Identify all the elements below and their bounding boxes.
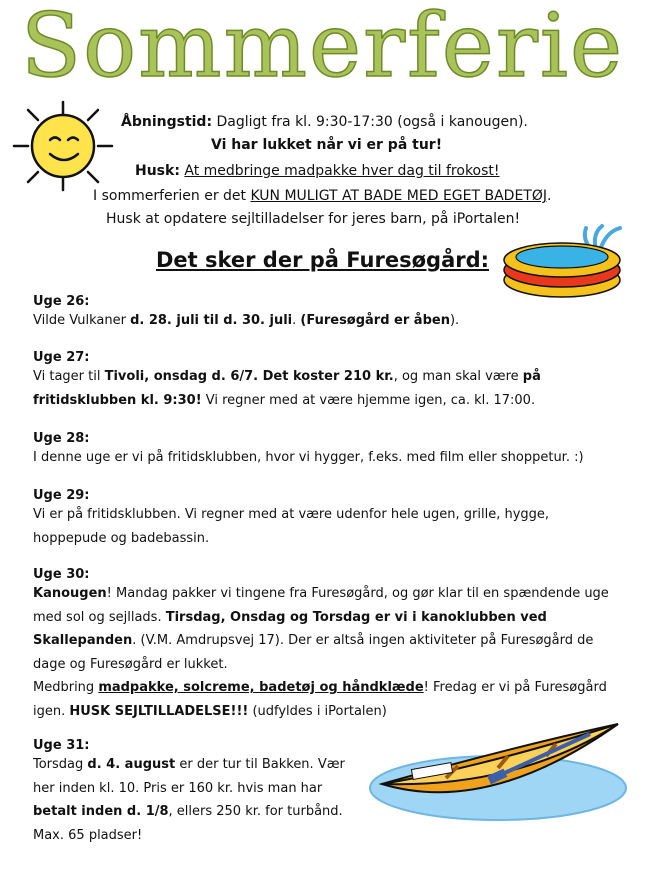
text-segment: d. 4. august bbox=[87, 757, 176, 772]
page-title: Sommerferie bbox=[20, 0, 625, 97]
text-segment: I denne uge er vi på fritidsklubben, hvor vi hygger, f.eks. med film eller shoppetur. :) bbox=[33, 450, 584, 465]
canoe-illustration bbox=[368, 712, 630, 827]
text-segment: . bbox=[292, 313, 301, 328]
text-segment: HUSK SEJLTILLADELSE!!! bbox=[69, 703, 249, 719]
week-label: Uge 30: bbox=[33, 567, 90, 582]
week-text-line bbox=[33, 365, 541, 389]
text-segment: , og man skal være bbox=[393, 369, 523, 384]
section-heading: Det sker der på Furesøgård: bbox=[155, 248, 490, 272]
week-label: Uge 28: bbox=[33, 431, 90, 446]
week-text-line bbox=[33, 389, 535, 413]
text-segment: Medbring bbox=[33, 680, 99, 695]
week-text-line bbox=[33, 700, 387, 724]
text-segment: Tirsdag, Onsdag og Torsdag er vi i kanoklubben ved bbox=[165, 609, 547, 625]
text-segment: , ellers 250 kr. for turbånd. bbox=[168, 804, 343, 819]
text-segment: hoppepude og badebassin. bbox=[33, 530, 210, 546]
week-label: Uge 29: bbox=[33, 488, 90, 503]
text-segment: Tivoli, onsdag d. 6/7. Det koster 210 kr. bbox=[104, 369, 394, 384]
week-text-line bbox=[33, 777, 322, 801]
text-segment: Kanougen bbox=[33, 586, 107, 601]
week-text-line bbox=[33, 446, 584, 470]
text-segment: her inden kl. 10. Pris er 160 kr. hvis man har bbox=[33, 780, 323, 796]
week-text-line bbox=[33, 606, 547, 630]
text-segment: Max. 65 pladser! bbox=[33, 827, 143, 843]
week-text-line bbox=[33, 309, 459, 333]
swimwear-line: I sommerferien er det KUN MULIGT AT BADE MED EGET BADETØJ. bbox=[93, 188, 552, 204]
text-segment: er der tur til Bakken. Vær bbox=[175, 757, 345, 772]
text-segment: Vilde Vulkaner bbox=[33, 313, 131, 328]
week-text-line bbox=[33, 676, 607, 700]
text-segment: . (V.M. Amdrupsvej 17). Der er altså ingen aktiviteter på Furesøgård de bbox=[132, 633, 594, 648]
text-segment: (Furesøgård er åben bbox=[300, 313, 450, 328]
text-segment: Vi tager til bbox=[33, 369, 105, 384]
text-segment: dage og Furesøgård er lukket. bbox=[33, 656, 228, 672]
text-segment: på bbox=[522, 369, 541, 384]
week-text-line bbox=[33, 527, 209, 551]
permission-reminder: Husk at opdatere sejltilladelser for jeres barn, på iPortalen! bbox=[106, 211, 521, 227]
week-text-line bbox=[33, 800, 343, 824]
week-text-line bbox=[33, 629, 593, 653]
text-segment: ). bbox=[449, 313, 460, 328]
week-label: Uge 31: bbox=[33, 738, 90, 753]
text-segment: Vi er på fritidsklubben. Vi regner med at være udenfor hele ugen, grille, hygge, bbox=[33, 507, 550, 522]
husk-line: Husk: At medbringe madpakke hver dag til frokost! bbox=[135, 163, 500, 179]
text-segment: Vi regner med at være hjemme igen, ca. kl. 17:00. bbox=[201, 392, 536, 408]
week-text-line bbox=[33, 653, 228, 677]
week-label: Uge 27: bbox=[33, 350, 90, 365]
text-segment: fritidsklubben kl. 9:30! bbox=[33, 392, 202, 408]
text-segment: igen. bbox=[33, 703, 70, 719]
week-text-line bbox=[33, 753, 345, 777]
text-segment: med sol og sejllads. bbox=[33, 609, 166, 625]
text-segment: Skallepanden bbox=[33, 633, 133, 648]
text-segment: d. 28. juli til d. 30. juli bbox=[130, 313, 293, 328]
week-text-line bbox=[33, 503, 549, 527]
text-segment: (udfyldes i iPortalen) bbox=[248, 703, 387, 719]
text-segment: madpakke, solcreme, badetøj og håndklæde bbox=[98, 680, 424, 695]
text-segment: ! Fredag er vi på Furesøgård bbox=[423, 680, 607, 695]
text-segment: Torsdag bbox=[33, 757, 88, 772]
text-segment: ! Mandag pakker vi tingene fra Furesøgård, og gør klar til en spændende uge bbox=[106, 586, 609, 601]
sun-illustration bbox=[8, 96, 118, 196]
week-text-line bbox=[33, 824, 142, 848]
week-label: Uge 26: bbox=[33, 294, 90, 309]
week-text-line bbox=[33, 582, 609, 606]
text-segment: betalt inden d. 1/8 bbox=[33, 804, 169, 819]
closed-on-trip-note: Vi har lukket når vi er på tur! bbox=[211, 137, 443, 153]
opening-hours-line: Åbningstid: Dagligt fra kl. 9:30-17:30 (også i kanougen). bbox=[121, 114, 528, 130]
